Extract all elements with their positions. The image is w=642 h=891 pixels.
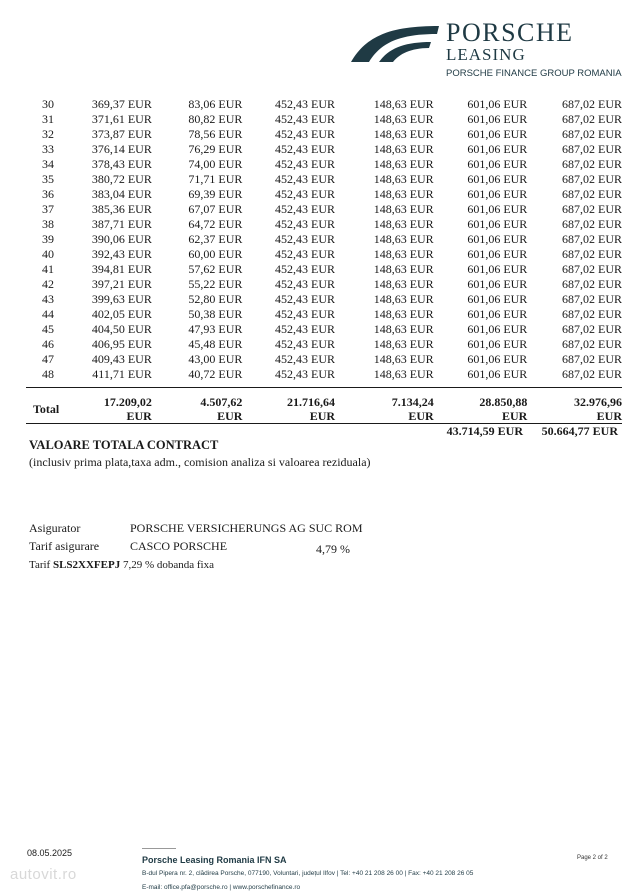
schedule-cell: 601,06 EUR: [467, 352, 528, 366]
schedule-cell: 601,06 EUR: [467, 292, 528, 306]
schedule-cell: 452,43 EUR: [275, 262, 336, 276]
schedule-cell: 601,06 EUR: [467, 307, 528, 321]
schedule-cell: 43,00 EUR: [188, 352, 243, 366]
schedule-cell: 687,02 EUR: [562, 292, 622, 306]
schedule-cell: 78,56 EUR: [188, 127, 243, 141]
installment-number: 41: [42, 262, 54, 276]
schedule-cell: 148,63 EUR: [373, 322, 434, 336]
schedule-cell: 687,02 EUR: [562, 112, 622, 126]
tariff-line: Tarif SLS2XXFEPJ 7,29 % dobanda fixa: [29, 559, 214, 571]
installment-number: 39: [42, 232, 54, 246]
schedule-cell: 390,06 EUR: [91, 232, 152, 246]
installment-number: 37: [42, 202, 54, 216]
schedule-cell: 601,06 EUR: [467, 127, 528, 141]
schedule-row: [26, 322, 622, 337]
brand-subtitle: LEASING: [446, 45, 526, 64]
schedule-cell: 148,63 EUR: [373, 112, 434, 126]
installment-number: 46: [42, 337, 54, 351]
brand-name: PORSCHE: [446, 18, 574, 47]
schedule-cell: 687,02 EUR: [562, 97, 622, 111]
grand-total-2: 50.664,77 EUR: [541, 424, 618, 438]
schedule-row: [26, 187, 622, 202]
schedule-cell: 452,43 EUR: [275, 352, 336, 366]
schedule-cell: 687,02 EUR: [562, 127, 622, 141]
totals-top-rule: [26, 387, 622, 388]
schedule-cell: 452,43 EUR: [275, 337, 336, 351]
installment-number: 35: [42, 172, 54, 186]
installment-number: 44: [42, 307, 54, 321]
schedule-cell: 60,00 EUR: [188, 247, 243, 261]
totals-row: [26, 395, 622, 423]
schedule-cell: 50,38 EUR: [188, 307, 243, 321]
installment-number: 43: [42, 292, 54, 306]
installment-number: 47: [42, 352, 54, 366]
schedule-cell: 45,48 EUR: [188, 337, 243, 351]
schedule-cell: 452,43 EUR: [275, 307, 336, 321]
footer-divider: [142, 848, 176, 849]
installment-number: 30: [42, 97, 54, 111]
schedule-cell: 69,39 EUR: [188, 187, 243, 201]
schedule-row: [26, 292, 622, 307]
installment-number: 40: [42, 247, 54, 261]
schedule-cell: 394,81 EUR: [91, 262, 152, 276]
schedule-cell: 687,02 EUR: [562, 157, 622, 171]
installment-number: 34: [42, 157, 54, 171]
schedule-cell: 148,63 EUR: [373, 232, 434, 246]
schedule-cell: 378,43 EUR: [91, 157, 152, 171]
schedule-row: [26, 127, 622, 142]
schedule-cell: 383,04 EUR: [91, 187, 152, 201]
contract-total-title: VALOARE TOTALA CONTRACT: [29, 438, 219, 452]
schedule-row: [26, 307, 622, 322]
installment-number: 45: [42, 322, 54, 336]
porsche-swoosh-icon: [349, 24, 441, 64]
schedule-cell: 687,02 EUR: [562, 202, 622, 216]
schedule-cell: 452,43 EUR: [275, 187, 336, 201]
schedule-cell: 148,63 EUR: [373, 367, 434, 381]
schedule-cell: 452,43 EUR: [275, 292, 336, 306]
schedule-cell: 687,02 EUR: [562, 367, 622, 381]
contract-total-note: (inclusiv prima plata,taxa adm., comision analiza si valoarea reziduala): [29, 455, 371, 469]
schedule-row: [26, 142, 622, 157]
brand-group: PORSCHE FINANCE GROUP ROMANIA: [446, 68, 622, 79]
schedule-cell: 76,29 EUR: [188, 142, 243, 156]
watermark: autovit.ro: [10, 866, 77, 883]
schedule-row: [26, 277, 622, 292]
schedule-cell: 452,43 EUR: [275, 127, 336, 141]
schedule-cell: 687,02 EUR: [562, 187, 622, 201]
schedule-row: [26, 217, 622, 232]
schedule-cell: 148,63 EUR: [373, 262, 434, 276]
schedule-cell: 397,21 EUR: [91, 277, 152, 291]
schedule-row: [26, 352, 622, 367]
schedule-cell: 402,05 EUR: [91, 307, 152, 321]
schedule-cell: 55,22 EUR: [188, 277, 243, 291]
schedule-cell: 148,63 EUR: [373, 337, 434, 351]
tariff-code: SLS2XXFEPJ: [52, 559, 121, 571]
insurer-value: PORSCHE VERSICHERUNGS AG SUC ROM: [130, 521, 363, 535]
total-cell: 21.716,64 EUR: [287, 395, 336, 423]
schedule-cell: 80,82 EUR: [188, 112, 243, 126]
schedule-cell: 601,06 EUR: [467, 322, 528, 336]
insurer-label: Asigurator: [29, 521, 81, 535]
schedule-cell: 67,07 EUR: [188, 202, 243, 216]
schedule-cell: 452,43 EUR: [275, 157, 336, 171]
schedule-cell: 404,50 EUR: [91, 322, 152, 336]
schedule-cell: 687,02 EUR: [562, 337, 622, 351]
schedule-cell: 601,06 EUR: [467, 247, 528, 261]
schedule-row: [26, 232, 622, 247]
schedule-cell: 387,71 EUR: [91, 217, 152, 231]
schedule-cell: 62,37 EUR: [188, 232, 243, 246]
schedule-row: [26, 172, 622, 187]
schedule-cell: 601,06 EUR: [467, 262, 528, 276]
schedule-cell: 71,71 EUR: [188, 172, 243, 186]
schedule-cell: 601,06 EUR: [467, 142, 528, 156]
schedule-cell: 601,06 EUR: [467, 232, 528, 246]
schedule-cell: 687,02 EUR: [562, 247, 622, 261]
schedule-cell: 409,43 EUR: [91, 352, 152, 366]
schedule-cell: 452,43 EUR: [275, 367, 336, 381]
schedule-row: [26, 262, 622, 277]
schedule-row: [26, 157, 622, 172]
footer-contact: E-mail: office.pfa@porsche.ro | www.porschefinance.ro: [142, 884, 301, 891]
schedule-cell: 148,63 EUR: [373, 217, 434, 231]
schedule-cell: 371,61 EUR: [91, 112, 152, 126]
schedule-cell: 452,43 EUR: [275, 142, 336, 156]
porsche-leasing-logo: [349, 20, 629, 82]
schedule-cell: 148,63 EUR: [373, 277, 434, 291]
schedule-cell: 83,06 EUR: [188, 97, 243, 111]
schedule-cell: 411,71 EUR: [92, 367, 152, 381]
schedule-cell: 452,43 EUR: [275, 277, 336, 291]
total-cell: 28.850,88 EUR: [479, 395, 528, 423]
schedule-cell: 601,06 EUR: [467, 217, 528, 231]
schedule-cell: 380,72 EUR: [91, 172, 152, 186]
schedule-cell: 47,93 EUR: [188, 322, 243, 336]
schedule-cell: 452,43 EUR: [275, 112, 336, 126]
schedule-cell: 373,87 EUR: [91, 127, 152, 141]
payment-schedule-table: [26, 97, 622, 382]
schedule-cell: 687,02 EUR: [562, 352, 622, 366]
schedule-cell: 687,02 EUR: [562, 217, 622, 231]
schedule-cell: 687,02 EUR: [562, 262, 622, 276]
schedule-cell: 148,63 EUR: [373, 97, 434, 111]
total-cell: 17.209,02 EUR: [103, 395, 152, 423]
schedule-cell: 601,06 EUR: [467, 112, 528, 126]
schedule-cell: 148,63 EUR: [373, 352, 434, 366]
schedule-cell: 392,43 EUR: [91, 247, 152, 261]
insurance-rate-label: Tarif asigurare: [29, 539, 100, 553]
schedule-cell: 601,06 EUR: [467, 277, 528, 291]
installment-number: 31: [42, 112, 54, 126]
schedule-row: [26, 112, 622, 127]
schedule-cell: 452,43 EUR: [275, 97, 336, 111]
schedule-cell: 406,95 EUR: [91, 337, 152, 351]
schedule-cell: 452,43 EUR: [275, 202, 336, 216]
schedule-cell: 601,06 EUR: [467, 97, 528, 111]
schedule-cell: 687,02 EUR: [562, 172, 622, 186]
installment-number: 32: [42, 127, 54, 141]
installment-number: 42: [42, 277, 54, 291]
schedule-cell: 148,63 EUR: [373, 172, 434, 186]
insurance-rate-percent: 4,79 %: [316, 542, 350, 556]
footer-company: Porsche Leasing Romania IFN SA: [142, 855, 287, 865]
installment-number: 48: [42, 367, 54, 381]
grand-total-1: 43.714,59 EUR: [446, 424, 523, 438]
schedule-cell: 148,63 EUR: [373, 307, 434, 321]
schedule-cell: 148,63 EUR: [373, 127, 434, 141]
schedule-cell: 601,06 EUR: [467, 172, 528, 186]
schedule-cell: 452,43 EUR: [275, 217, 336, 231]
schedule-cell: 148,63 EUR: [373, 202, 434, 216]
schedule-cell: 687,02 EUR: [562, 142, 622, 156]
schedule-cell: 148,63 EUR: [373, 142, 434, 156]
schedule-row: [26, 367, 622, 382]
schedule-cell: 452,43 EUR: [275, 247, 336, 261]
schedule-row: [26, 202, 622, 217]
document-date: 08.05.2025: [27, 848, 73, 858]
footer-address: B-dul Pipera nr. 2, clădirea Porsche, 077190, Voluntari, județul Ilfov | Tel: +40 21 208 26 00 | Fax: +40 21 208 26 05: [142, 870, 474, 877]
page-number: Page 2 of 2: [577, 855, 608, 861]
installment-number: 38: [42, 217, 54, 231]
schedule-row: [26, 247, 622, 262]
installment-number: 36: [42, 187, 54, 201]
schedule-cell: 687,02 EUR: [562, 232, 622, 246]
insurance-rate-value: CASCO PORSCHE: [130, 539, 228, 553]
total-cell: 4.507,62 EUR: [200, 395, 243, 423]
schedule-cell: 452,43 EUR: [275, 172, 336, 186]
schedule-cell: 148,63 EUR: [373, 292, 434, 306]
schedule-cell: 452,43 EUR: [275, 232, 336, 246]
schedule-cell: 687,02 EUR: [562, 307, 622, 321]
schedule-cell: 52,80 EUR: [188, 292, 243, 306]
installment-number: 33: [42, 142, 54, 156]
schedule-cell: 601,06 EUR: [467, 367, 528, 381]
schedule-cell: 40,72 EUR: [188, 367, 243, 381]
total-cell: 32.976,96 EUR: [574, 395, 622, 423]
schedule-cell: 601,06 EUR: [467, 202, 528, 216]
schedule-cell: 64,72 EUR: [188, 217, 243, 231]
schedule-cell: 452,43 EUR: [275, 322, 336, 336]
schedule-cell: 385,36 EUR: [91, 202, 152, 216]
schedule-cell: 601,06 EUR: [467, 337, 528, 351]
schedule-cell: 148,63 EUR: [373, 187, 434, 201]
schedule-cell: 601,06 EUR: [467, 187, 528, 201]
schedule-cell: 601,06 EUR: [467, 157, 528, 171]
totals-label: Total: [33, 402, 60, 416]
schedule-cell: 687,02 EUR: [562, 277, 622, 291]
schedule-cell: 369,37 EUR: [91, 97, 152, 111]
total-cell: 7.134,24 EUR: [391, 395, 434, 423]
schedule-cell: 57,62 EUR: [188, 262, 243, 276]
schedule-row: [26, 97, 622, 112]
schedule-cell: 687,02 EUR: [562, 322, 622, 336]
schedule-cell: 148,63 EUR: [373, 247, 434, 261]
schedule-cell: 376,14 EUR: [91, 142, 152, 156]
schedule-cell: 399,63 EUR: [91, 292, 152, 306]
schedule-cell: 148,63 EUR: [373, 157, 434, 171]
schedule-row: [26, 337, 622, 352]
schedule-cell: 74,00 EUR: [188, 157, 243, 171]
